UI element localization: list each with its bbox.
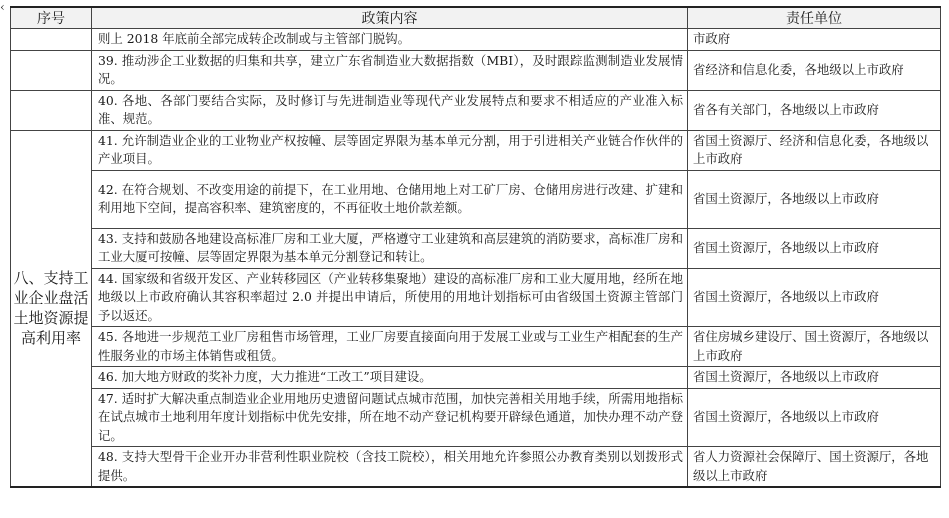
section-label: 八、支持工业企业盘活土地资源提高利用率 bbox=[11, 130, 92, 487]
policy-content: 47. 适时扩大解决重点制造业企业用地历史遗留问题试点城市范围，加快完善相关用地手续，所需用地指标在试点城市土地利用年度计划指标中优先安排，所在地不动产登记机构要开辟绿色通道，加快办理不动产登记。 bbox=[92, 388, 688, 447]
policy-content: 39. 推动涉企工业数据的归集和共享，建立广东省制造业大数据指数（MBI），及时跟踪监测制造业发展情况。 bbox=[92, 50, 688, 90]
responsible-unit: 省国土资源厅，各地级以上市政府 bbox=[688, 367, 941, 389]
policy-content: 则上 2018 年底前全部完成转企改制或与主管部门脱钩。 bbox=[92, 29, 688, 51]
responsible-unit: 省人力资源社会保障厅、国土资源厅，各地级以上市政府 bbox=[688, 447, 941, 488]
table-row bbox=[11, 50, 941, 90]
table-row bbox=[11, 130, 941, 170]
table-row bbox=[11, 29, 941, 51]
index-cell-empty bbox=[11, 50, 92, 90]
table-row bbox=[11, 170, 941, 228]
index-cell-empty bbox=[11, 90, 92, 130]
responsible-unit: 省住房城乡建设厅、国土资源厅，各地级以上市政府 bbox=[688, 327, 941, 367]
table-row bbox=[11, 447, 941, 488]
policy-content: 42. 在符合规划、不改变用途的前提下，在工业用地、仓储用地上对工矿厂房、仓储用房进行改建、扩建和利用地下空间，提高容积率、建筑密度的，不再征收土地价款差额。 bbox=[92, 170, 688, 228]
header-row bbox=[11, 7, 941, 29]
responsible-unit: 省国土资源厅、经济和信息化委，各地级以上市政府 bbox=[688, 130, 941, 170]
header-index: 序号 bbox=[11, 7, 92, 29]
header-content: 政策内容 bbox=[92, 7, 688, 29]
header-unit: 责任单位 bbox=[688, 7, 941, 29]
table-row bbox=[11, 268, 941, 327]
responsible-unit: 省国土资源厅，各地级以上市政府 bbox=[688, 170, 941, 228]
index-cell-empty bbox=[11, 29, 92, 51]
table-row bbox=[11, 327, 941, 367]
responsible-unit: 省国土资源厅，各地级以上市政府 bbox=[688, 388, 941, 447]
policy-content: 45. 各地进一步规范工业厂房租售市场管理，工业厂房要直接面向用于发展工业或与工业生产相配套的生产性服务业的市场主体销售或租赁。 bbox=[92, 327, 688, 367]
table-row bbox=[11, 228, 941, 268]
table-row bbox=[11, 90, 941, 130]
responsible-unit: 市政府 bbox=[688, 29, 941, 51]
table-row bbox=[11, 367, 941, 389]
policy-content: 40. 各地、各部门要结合实际，及时修订与先进制造业等现代产业发展特点和要求不相适应的产业准入标准、规范。 bbox=[92, 90, 688, 130]
responsible-unit: 省国土资源厅，各地级以上市政府 bbox=[688, 268, 941, 327]
policy-content: 41. 允许制造业企业的工业物业产权按幢、层等固定界限为基本单元分割，用于引进相关产业链合作伙伴的产业项目。 bbox=[92, 130, 688, 170]
responsible-unit: 省经济和信息化委，各地级以上市政府 bbox=[688, 50, 941, 90]
policy-content: 48. 支持大型骨干企业开办非营利性职业院校（含技工院校），相关用地允许参照公办教育类别以划拨形式提供。 bbox=[92, 447, 688, 488]
responsible-unit: 省国土资源厅，各地级以上市政府 bbox=[688, 228, 941, 268]
policy-content: 44. 国家级和省级开发区、产业转移园区（产业转移集聚地）建设的高标准厂房和工业大厦用地，经所在地地级以上市政府确认其容积率超过 2.0 并提出申请后，所使用的用地计划指标可由省级国土资源主管部门予以返还。 bbox=[92, 268, 688, 327]
edge-mark: ‹ bbox=[0, 0, 5, 14]
policy-content: 46. 加大地方财政的奖补力度，大力推进“工改工”项目建设。 bbox=[92, 367, 688, 389]
table-row bbox=[11, 388, 941, 447]
policy-table bbox=[10, 6, 941, 488]
responsible-unit: 省各有关部门，各地级以上市政府 bbox=[688, 90, 941, 130]
policy-content: 43. 支持和鼓励各地建设高标准厂房和工业大厦，严格遵守工业建筑和高层建筑的消防要求，高标准厂房和工业大厦可按幢、层等固定界限为基本单元分割登记和转让。 bbox=[92, 228, 688, 268]
